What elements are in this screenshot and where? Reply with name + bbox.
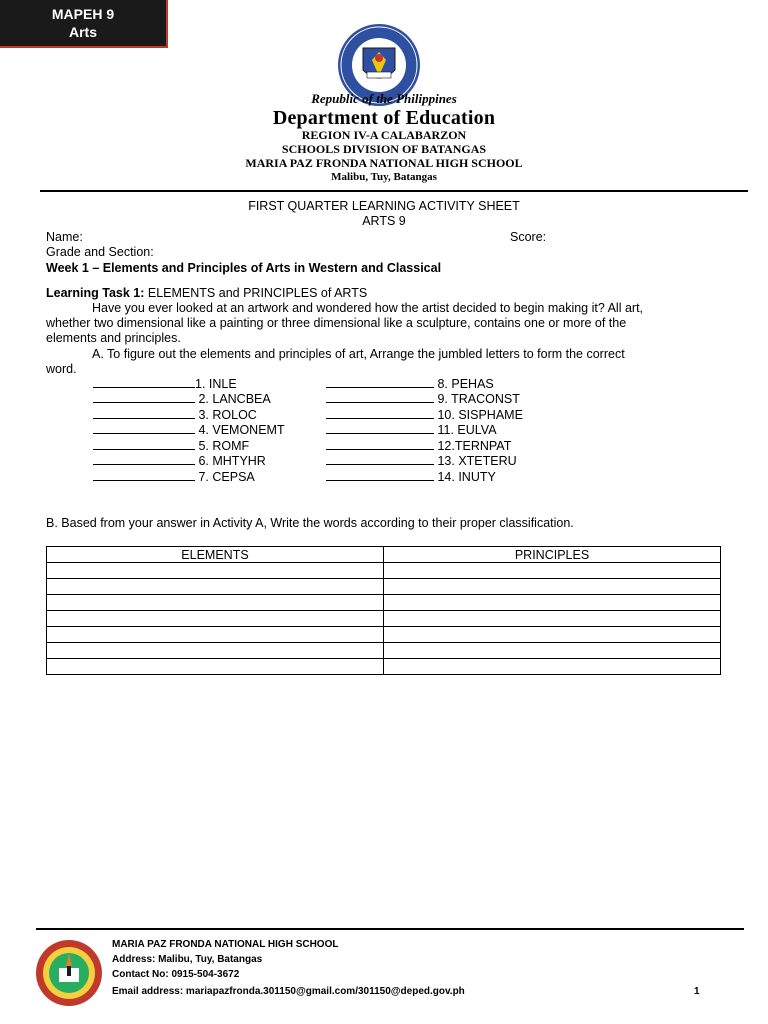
jumbled-item: 3. ROLOC (93, 408, 257, 422)
elements-cell[interactable] (47, 611, 384, 627)
classification-table (46, 546, 721, 675)
jumbled-item: 14. INUTY (326, 470, 496, 484)
table-row (47, 595, 721, 611)
answer-blank[interactable] (326, 471, 434, 481)
footer-address: Address: Malibu, Tuy, Batangas (112, 954, 263, 965)
department-heading: Department of Education (272, 107, 496, 129)
sheet-subject: ARTS 9 (362, 214, 406, 228)
jumbled-item: 5. ROMF (93, 439, 249, 453)
answer-blank[interactable] (326, 378, 434, 388)
principles-cell[interactable] (384, 579, 721, 595)
task-label: Learning Task 1: (46, 286, 145, 300)
table-row (47, 627, 721, 643)
badge-subject: MAPEH 9 (51, 6, 115, 22)
answer-blank[interactable] (93, 378, 195, 388)
instruction-a-line-2: word. (46, 362, 77, 376)
answer-blank[interactable] (326, 440, 434, 450)
week-title: Week 1 – Elements and Principles of Arts in Western and Classical (46, 261, 442, 275)
jumbled-item: 1. INLE (93, 377, 237, 391)
grade-section-label: Grade and Section: (46, 245, 154, 259)
elements-cell[interactable] (47, 627, 384, 643)
subject-badge (0, 0, 168, 48)
principles-cell[interactable] (384, 563, 721, 579)
principles-cell[interactable] (384, 659, 721, 675)
table-row (47, 611, 721, 627)
elements-cell[interactable] (47, 579, 384, 595)
answer-blank[interactable] (93, 424, 195, 434)
answer-blank[interactable] (326, 409, 434, 419)
intro-line-2: whether two dimensional like a painting or three dimensional like a sculpture, contains one or more of the (46, 316, 627, 330)
principles-cell[interactable] (384, 611, 721, 627)
table-header-row (47, 547, 721, 563)
instruction-b: B. Based from your answer in Activity A, Write the words according to their proper classification. (46, 516, 574, 530)
answer-blank[interactable] (326, 393, 434, 403)
table-row (47, 659, 721, 675)
name-label: Name: (46, 230, 83, 244)
jumbled-item: 13. XTETERU (326, 454, 517, 468)
elements-cell[interactable] (47, 595, 384, 611)
jumbled-item: 8. PEHAS (326, 377, 494, 391)
principles-cell[interactable] (384, 627, 721, 643)
region-heading: REGION IV-A CALABARZON (301, 128, 467, 142)
location-heading: Malibu, Tuy, Batangas (331, 171, 437, 183)
jumbled-item: 4. VEMONEMT (93, 423, 285, 437)
header-divider (40, 190, 748, 192)
table-row (47, 643, 721, 659)
answer-blank[interactable] (93, 471, 195, 481)
answer-blank[interactable] (93, 455, 195, 465)
table-row (47, 563, 721, 579)
table-row (47, 579, 721, 595)
sheet-title: FIRST QUARTER LEARNING ACTIVITY SHEET (248, 199, 520, 213)
school-heading: MARIA PAZ FRONDA NATIONAL HIGH SCHOOL (245, 156, 523, 170)
footer-email: Email address: mariapazfronda.301150@gmail.com/301150@deped.gov.ph (112, 986, 465, 997)
jumbled-item: 9. TRACONST (326, 392, 520, 406)
task-line (46, 286, 367, 300)
elements-column-header: ELEMENTS (47, 547, 384, 563)
task-title: ELEMENTS and PRINCIPLES of ARTS (144, 286, 368, 300)
answer-blank[interactable] (93, 440, 195, 450)
republic-heading: Republic of the Philippines (311, 91, 457, 106)
page-number: 1 (694, 986, 700, 997)
instruction-a-line-1: A. To figure out the elements and principles of art, Arrange the jumbled letters to form the correct (92, 347, 625, 361)
intro-line-3: elements and principles. (46, 331, 181, 345)
answer-blank[interactable] (93, 409, 195, 419)
elements-cell[interactable] (47, 563, 384, 579)
footer-school: MARIA PAZ FRONDA NATIONAL HIGH SCHOOL (112, 939, 339, 950)
elements-cell[interactable] (47, 659, 384, 675)
answer-blank[interactable] (326, 424, 434, 434)
jumbled-item: 2. LANCBEA (93, 392, 271, 406)
footer-contact: Contact No: 0915-504-3672 (112, 969, 240, 980)
jumbled-item: 10. SISPHAME (326, 408, 523, 422)
elements-cell[interactable] (47, 643, 384, 659)
school-logo-icon (34, 938, 104, 1008)
answer-blank[interactable] (326, 455, 434, 465)
badge-area: Arts (68, 24, 97, 40)
principles-cell[interactable] (384, 643, 721, 659)
score-label: Score: (510, 230, 547, 244)
jumbled-item: 6. MHTYHR (93, 454, 266, 468)
division-heading: SCHOOLS DIVISION OF BATANGAS (281, 142, 487, 156)
principles-column-header: PRINCIPLES (384, 547, 721, 563)
principles-cell[interactable] (384, 595, 721, 611)
jumbled-item: 12.TERNPAT (326, 439, 511, 453)
answer-blank[interactable] (93, 393, 195, 403)
jumbled-item: 11. EULVA (326, 423, 497, 437)
jumbled-item: 7. CEPSA (93, 470, 255, 484)
footer-divider (36, 928, 744, 930)
intro-line-1: Have you ever looked at an artwork and wondered how the artist decided to begin making it? All art, (92, 301, 644, 315)
